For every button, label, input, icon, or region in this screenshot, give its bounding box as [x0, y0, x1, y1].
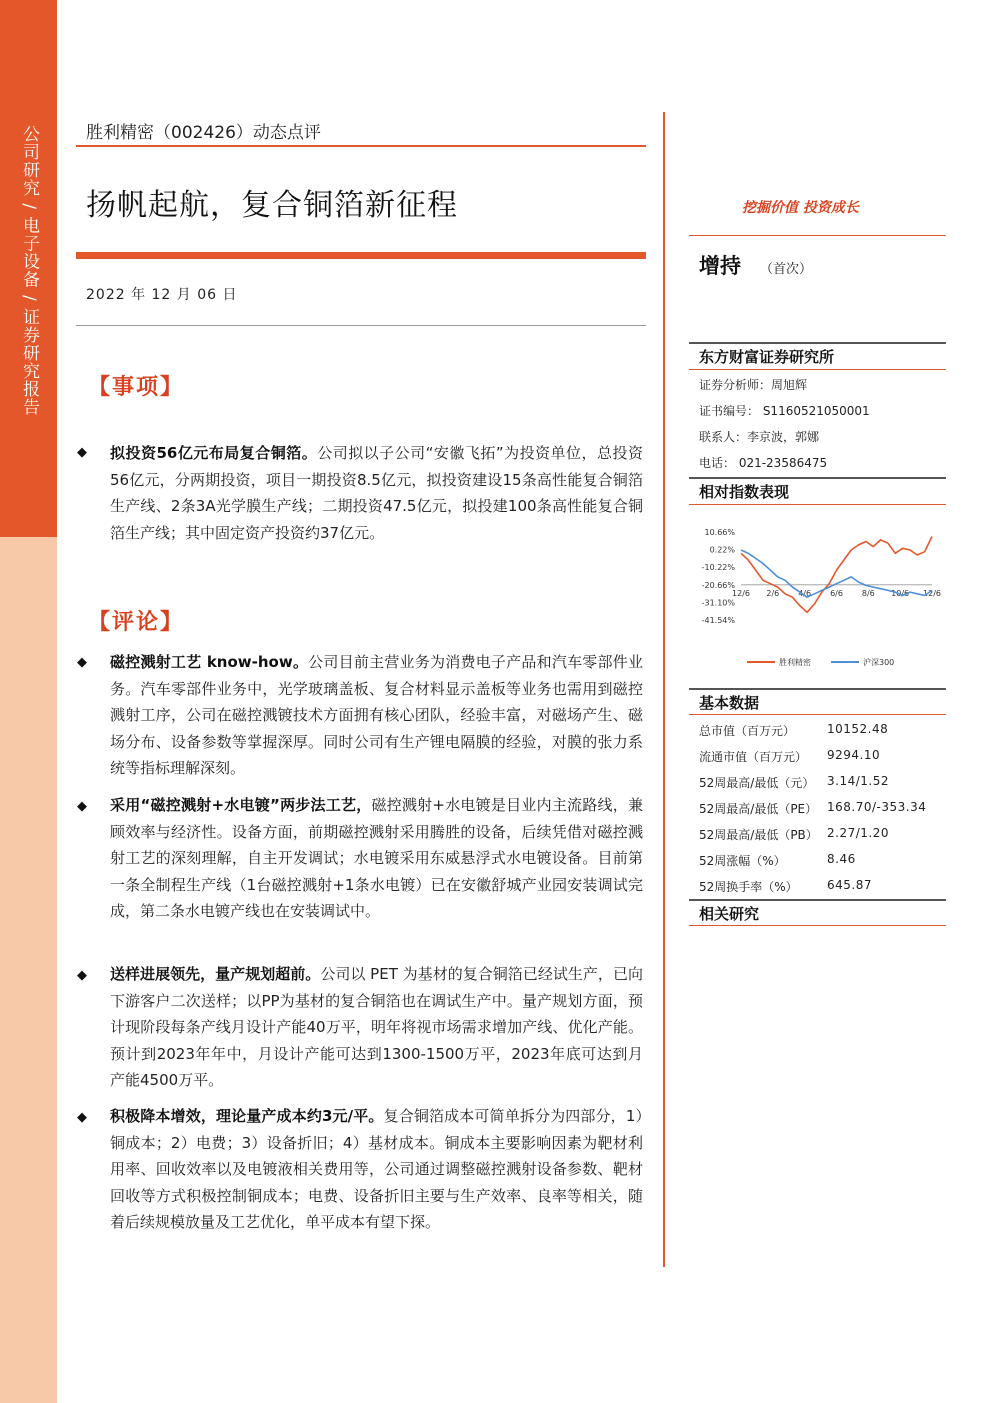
key-data-value: 645.87: [827, 878, 872, 892]
related-research-title: 相关研究: [699, 905, 760, 923]
paragraph-process: [110, 792, 643, 925]
key-data-value: 2.27/1.20: [827, 826, 889, 840]
phone: 电话： 021-23586475: [699, 456, 828, 470]
legend-label: 沪深300: [863, 658, 895, 667]
institute-name: 东方财富证券研究所: [699, 348, 835, 366]
key-data-label: 52周最高/最低（PB）: [699, 828, 818, 842]
report-date: 2022 年 12 月 06 日: [86, 287, 238, 303]
x-tick-label: 12/6: [923, 588, 941, 598]
section-title-events: 【事项】: [88, 375, 185, 400]
key-data-row: [699, 748, 946, 774]
perf-title: 相对指数表现: [699, 483, 790, 501]
paragraph-sputtering: [110, 649, 643, 782]
y-tick-label: -31.10%: [701, 598, 735, 608]
paragraph-cost-lead: 积极降本增效，理论量产成本约3元/平。: [110, 1107, 384, 1125]
key-data-label: 52周换手率（%）: [699, 880, 798, 894]
rating: 增持: [699, 254, 741, 278]
relative-performance-chart: [689, 520, 946, 675]
side-band: [0, 0, 57, 1403]
y-tick-label: -10.22%: [701, 563, 735, 573]
column-divider: [663, 112, 665, 1267]
title-underline: [76, 252, 646, 259]
institute-divider: [689, 342, 946, 344]
key-data-value: 168.70/-353.34: [827, 800, 927, 814]
contact: 联系人：李京波，郭娜: [699, 430, 820, 444]
side-band-bottom: [0, 537, 57, 1403]
x-tick-label: 6/6: [830, 588, 843, 598]
key-data-label: 52周最高/最低（元）: [699, 776, 815, 790]
paragraph-cost-body: 复合铜箔成本可简单拆分为四部分，1）铜成本；2）电费；3）设备折旧；4）基材成本。铜成本主要影响因素为靶材利用率、回收效率以及电镀液相关费用等，公司通过调整磁控溅射设备参数、靶材回收等方式积极控制铜成本；电费、设备折旧主要与生产效率、良率等相关，随着后续规模放量及工艺优化，单平成本有望下探。: [110, 1107, 643, 1231]
paragraph-process-lead: 采用“磁控溅射+水电镀”两步法工艺，: [110, 796, 372, 814]
key-data-value: 3.14/1.52: [827, 774, 889, 788]
series-line-stock: [741, 537, 932, 613]
x-tick-label: 2/6: [766, 588, 780, 598]
legend-label: 胜利精密: [779, 658, 811, 667]
paragraph-sputtering-lead: 磁控溅射工艺 know-how。: [110, 653, 309, 671]
key-data-row: [699, 826, 946, 852]
basic-underline: [689, 714, 946, 715]
perf-divider: [689, 477, 946, 479]
diamond-bullet-icon: ◆: [77, 445, 87, 460]
page-title: 扬帆起航，复合铜箔新征程: [86, 188, 458, 223]
paragraph-sampling-body: 公司以 PET 为基材的复合铜箔已经试生产，已向下游客户二次送样；以PP为基材的复合铜箔也在调试生产中。量产规划方面，预计现阶段每条产线月设计产能40万平，明年将视市场需求增加产线、优化产能。预计到2023年年中，月设计产能可达到1300-1500万平，2023年底可达到月产能4500万平。: [110, 965, 643, 1089]
paragraph-sputtering-body: 公司目前主营业务为消费电子产品和汽车零部件业务。汽车零部件业务中，光学玻璃盖板、复合材料显示盖板等业务也需用到磁控溅射工序，公司在磁控溅镀技术方面拥有核心团队，经验丰富，对磁场产生、磁场分布、设备参数等掌握深厚。同时公司有生产锂电隔膜的经验，对膜的张力系统等指标理解深刻。: [110, 653, 643, 777]
cert-number: 证书编号： S1160521050001: [699, 404, 870, 418]
paragraph-investment: [110, 440, 643, 546]
paragraph-process-body: 磁控溅射+水电镀是目业内主流路线，兼顾效率与经济性。设备方面，前期磁控溅射采用腾胜的设备，后续凭借对磁控溅射工艺的深刻理解，自主开发调试；水电镀采用东威悬浮式水电镀设备。目前第一条全制程生产线（1台磁控溅射+1条水电镀）已在安徽舒城产业园安装调试完成，第二条水电镀产线也在安装调试中。: [110, 796, 643, 920]
key-data-row: [699, 800, 946, 826]
key-data-value: 10152.48: [827, 722, 889, 736]
basic-divider: [689, 688, 946, 690]
perf-underline: [689, 504, 946, 505]
category-label: 公司研究 / 电子设备 / 证券研究报告: [19, 125, 39, 417]
slogan-divider: [689, 235, 946, 236]
key-data-label: 总市值（百万元）: [699, 724, 796, 738]
section-title-comments: 【评论】: [88, 610, 185, 635]
diamond-bullet-icon: ◆: [77, 968, 87, 983]
diamond-bullet-icon: ◆: [77, 655, 87, 670]
analyst: 证券分析师：周旭辉: [699, 378, 808, 392]
slogan: 挖掘价值 投资成长: [742, 200, 859, 216]
paragraph-sampling-lead: 送样进展领先，量产规划超前。: [110, 965, 321, 983]
diamond-bullet-icon: ◆: [77, 799, 87, 814]
paragraph-investment-body: 公司拟以子公司“安徽飞拓”为投资单位，总投资56亿元，分两期投资，项目一期投资8.5亿元，拟投资建设15条高性能复合铜箔生产线、2条3A光学膜生产线；二期投资47.5亿元，拟投建100条高性能复合铜箔生产线；其中固定资产投资约37亿元。: [110, 444, 643, 542]
x-tick-label: 8/6: [861, 588, 875, 598]
x-tick-label: 12/6: [732, 588, 750, 598]
key-data-row: [699, 852, 946, 878]
basic-data-title: 基本数据: [699, 694, 760, 712]
rating-note: （首次）: [760, 262, 813, 277]
key-data-row: [699, 774, 946, 800]
date-divider: [76, 325, 646, 326]
header-divider: [76, 145, 646, 147]
key-data-value: 9294.10: [827, 748, 881, 762]
paragraph-sampling: [110, 961, 643, 1094]
key-data-label: 52周最高/最低（PE）: [699, 802, 818, 816]
y-tick-label: -20.66%: [701, 580, 735, 590]
y-tick-label: -41.54%: [701, 616, 735, 625]
key-data-label: 流通市值（百万元）: [699, 750, 808, 764]
key-data-label: 52周涨幅（%）: [699, 854, 786, 868]
x-tick-label: 4/6: [798, 588, 812, 598]
institute-underline: [689, 369, 946, 370]
x-tick-label: 10/6: [891, 588, 910, 598]
related-underline: [689, 925, 946, 926]
paragraph-investment-lead: 拟投资56亿元布局复合铜箔。: [110, 444, 318, 462]
y-tick-label: 0.22%: [709, 545, 735, 555]
key-data-row: [699, 722, 946, 748]
paragraph-cost: [110, 1103, 643, 1236]
y-tick-label: 10.66%: [704, 528, 735, 537]
related-divider: [689, 899, 946, 901]
key-data-value: 8.46: [827, 852, 856, 866]
report-subtitle: 胜利精密（002426）动态点评: [86, 123, 321, 143]
diamond-bullet-icon: ◆: [77, 1110, 87, 1125]
